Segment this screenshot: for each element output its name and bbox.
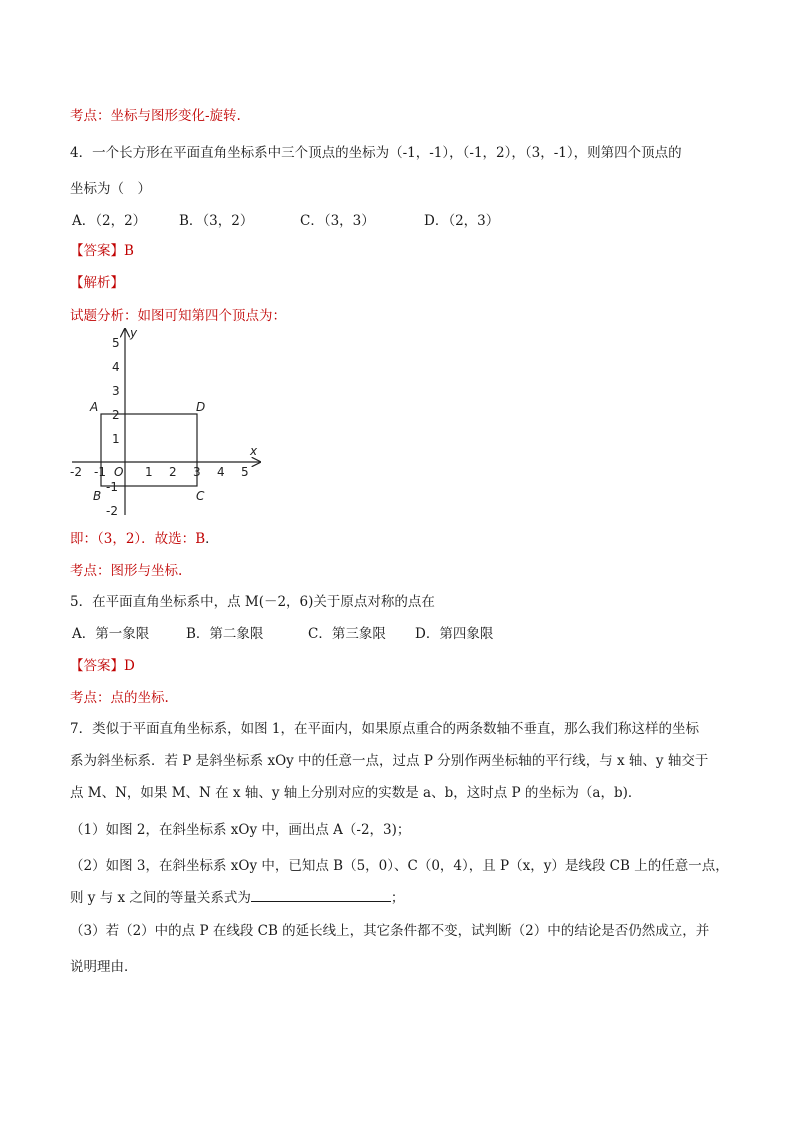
q4-choice-a: A．（2，2）: [72, 213, 147, 229]
q7-line1: 7．类似于平面直角坐标系，如图 1，在平面内，如果原点重合的两条数轴不垂直，那么我们称这样的坐标: [70, 721, 699, 737]
x-tick-label: -1: [94, 465, 106, 479]
y-tick-label: -1: [106, 480, 118, 494]
q5-choice-b: B．第二象限: [186, 626, 264, 642]
point-label-d: D: [196, 400, 206, 414]
q7-part2-suffix: ；: [390, 890, 405, 906]
q4-choice-c: C．（3，3）: [300, 213, 375, 229]
q3-kaodian: 考点：坐标与图形变化-旋转.: [70, 108, 241, 124]
q4-conclusion-choice: B: [195, 531, 206, 547]
origin-label: O: [114, 465, 124, 479]
q4-conclusion-suffix: ．: [205, 531, 219, 547]
q7-part3-line1: （3）若（2）中的点 P 在线段 CB 的延长线上，其它条件都不变，试判断（2）中的结论是否仍然成立，并: [70, 923, 710, 939]
q4-kaodian: 考点：图形与坐标.: [70, 563, 183, 579]
q7-part2-line2: [70, 886, 404, 906]
q4-analysis: 试题分析：如图可知第四个顶点为：: [70, 308, 286, 324]
x-tick-label: 4: [217, 465, 225, 479]
y-tick-label: 1: [112, 432, 120, 446]
x-tick-label: 5: [241, 465, 249, 479]
q4-jiexi-heading: 【解析】: [70, 275, 124, 291]
q7-part2-line1: （2）如图 3，在斜坐标系 xOy 中，已知点 B（5，0）、C（0，4），且 P（x，y）是线段 CB 上的任意一点，: [70, 858, 729, 874]
q4-choice-d: D．（2，3）: [424, 213, 500, 229]
q5-choice-d: D．第四象限: [415, 626, 494, 642]
q7-part1: （1）如图 2，在斜坐标系 xOy 中，画出点 A（-2，3)；: [70, 822, 411, 838]
y-tick-label: 2: [112, 408, 120, 422]
q5-stem: 5．在平面直角坐标系中，点 M(－2，6)关于原点对称的点在: [70, 594, 435, 610]
q5-choice-c: C．第三象限: [308, 626, 386, 642]
q7-part3-line2: 说明理由．: [70, 959, 138, 975]
q7-line3: 点 M、N，如果 M、N 在 x 轴、y 轴上分别对应的实数是 a、b，这时点 P 的坐标为（a，b)．: [70, 785, 642, 801]
x-tick-label: 1: [145, 465, 153, 479]
point-label-b: B: [93, 489, 102, 503]
q4-conclusion: [70, 527, 219, 547]
y-tick-label: 4: [112, 360, 120, 374]
q5-answer: 【答案】D: [70, 658, 135, 674]
answer-blank[interactable]: [251, 889, 391, 902]
q4-stem-line1: 4．一个长方形在平面直角坐标系中三个顶点的坐标为（-1，-1），（-1，2），（3，-1），则第四个顶点的: [70, 145, 682, 161]
q7-part2-prefix: 则 y 与 x 之间的等量关系式为: [70, 890, 251, 906]
point-label-c: C: [196, 489, 205, 503]
q5-choice-a: A．第一象限: [72, 626, 150, 642]
q7-line2: 系为斜坐标系．若 P 是斜坐标系 xOy 中的任意一点，过点 P 分别作两坐标轴的平行线，与 x 轴、y 轴交于: [70, 753, 709, 769]
y-tick-label: 3: [112, 384, 120, 398]
coordinate-figure: [70, 325, 265, 520]
q4-stem-line2: 坐标为（ ）: [70, 181, 151, 197]
y-tick-label: -2: [106, 504, 118, 518]
q4-conclusion-prefix: 即：（3，2）．故选：: [70, 531, 196, 547]
x-tick-label: -2: [70, 465, 82, 479]
x-tick-label: 2: [169, 465, 177, 479]
q4-answer: 【答案】B: [70, 243, 134, 259]
q4-choice-b: B．（3，2）: [179, 213, 254, 229]
x-tick-label: 3: [193, 465, 201, 479]
y-tick-label: 5: [112, 336, 120, 350]
point-label-a: A: [90, 400, 99, 414]
x-axis-label: x: [250, 444, 258, 458]
y-axis-label: y: [130, 326, 138, 340]
q5-kaodian: 考点：点的坐标.: [70, 690, 169, 706]
